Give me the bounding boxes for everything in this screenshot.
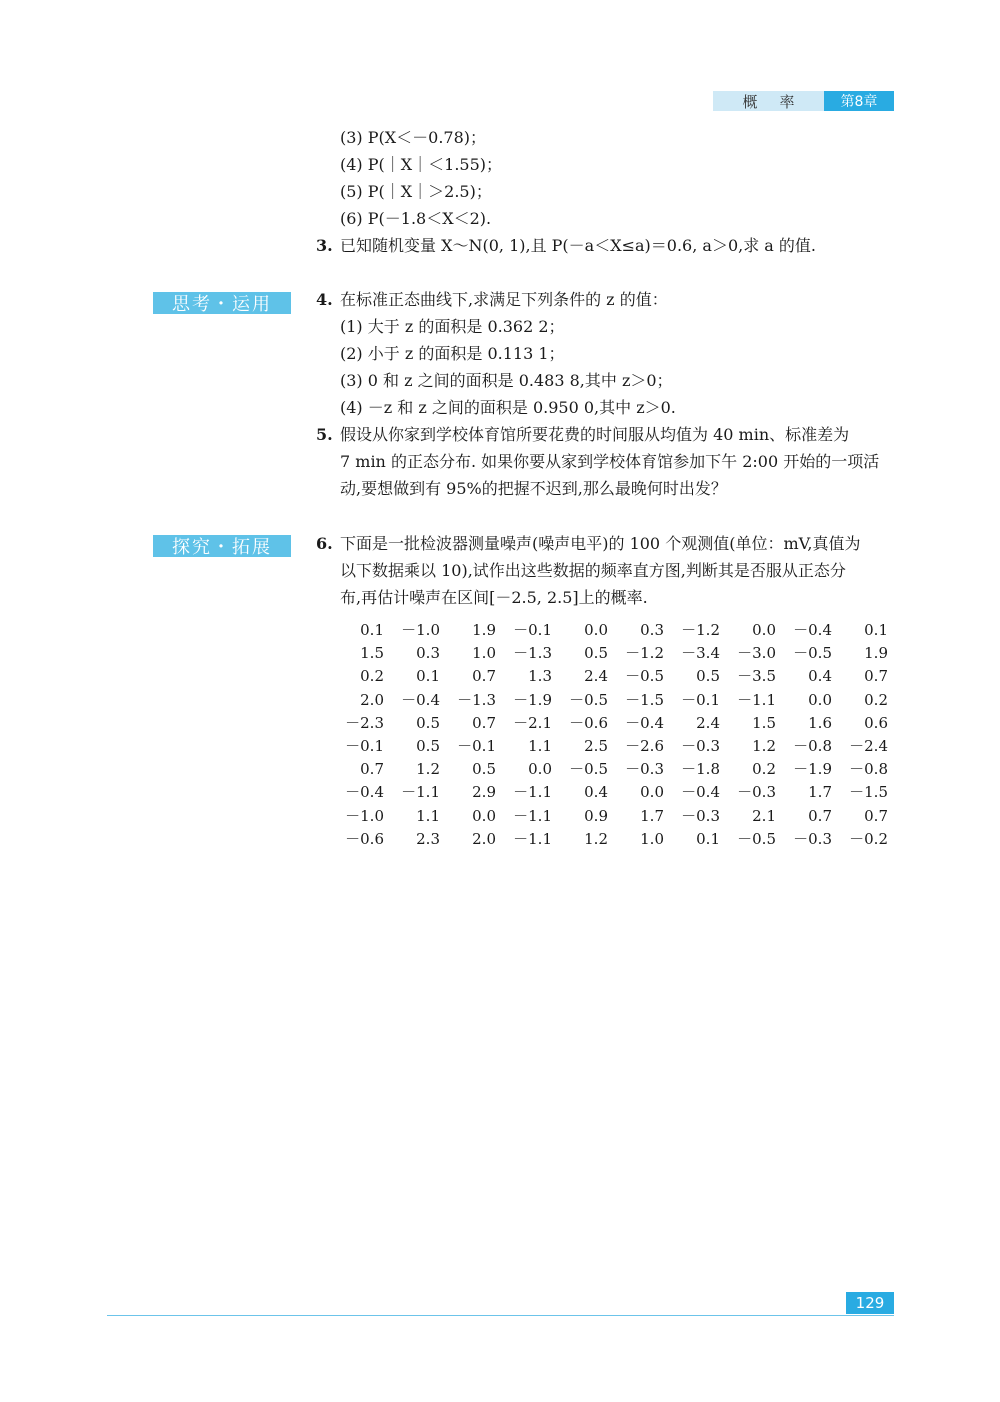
table-cell: －0.5 [569, 690, 608, 709]
table-cell: －1.8 [681, 760, 720, 779]
table-cell: 0.4 [584, 783, 608, 802]
table-cell: 0.3 [640, 621, 664, 639]
table-cell: 0.2 [360, 667, 384, 686]
section-label-think-apply: 思考・运用 [153, 292, 291, 314]
table-cell: 0.7 [864, 806, 888, 825]
table-cell: －0.4 [345, 783, 384, 802]
table-cell: －0.8 [849, 760, 888, 779]
table-cell: 0.7 [808, 806, 832, 825]
table-cell: 1.6 [808, 713, 832, 732]
table-cell: 0.0 [640, 783, 664, 802]
table-cell: 1.1 [416, 806, 440, 825]
table-cell: －0.5 [737, 829, 776, 848]
table-cell: －1.5 [849, 783, 888, 802]
footer-rule [107, 1315, 894, 1316]
table-cell: 0.6 [864, 713, 888, 732]
table-cell: －1.0 [345, 806, 384, 825]
table-cell: 1.1 [528, 737, 552, 755]
table-cell: －3.5 [737, 667, 776, 686]
exercise-3-number: 3. [316, 236, 333, 255]
table-cell: 1.9 [472, 621, 496, 639]
page-number: 129 [846, 1292, 894, 1314]
table-cell: 2.5 [584, 737, 608, 755]
table-cell: －2.6 [625, 737, 664, 755]
table-cell: 2.0 [360, 690, 384, 709]
exercise-6-number: 6. [316, 534, 333, 553]
table-cell: 2.3 [416, 829, 440, 848]
table-cell: 0.7 [472, 713, 496, 732]
table-cell: 0.7 [360, 760, 384, 779]
table-cell: －1.9 [513, 690, 552, 709]
table-cell: 0.3 [416, 644, 440, 663]
table-cell: －0.6 [345, 829, 384, 848]
table-cell: －1.1 [401, 783, 440, 802]
table-cell: 0.5 [416, 713, 440, 732]
table-cell: 1.7 [808, 783, 832, 802]
table-cell: 1.9 [864, 644, 888, 663]
table-cell: 2.1 [752, 806, 776, 825]
exercise-5-line-3: 动,要想做到有 95%的把握不迟到,那么最晚何时出发？ [340, 479, 727, 498]
table-cell: 1.5 [360, 644, 384, 663]
table-cell: 1.0 [640, 829, 664, 848]
table-cell: －0.5 [625, 667, 664, 686]
table-cell: －1.1 [513, 783, 552, 802]
table-cell: 1.3 [528, 667, 552, 686]
table-cell: 0.0 [584, 621, 608, 639]
table-cell: －2.1 [513, 713, 552, 732]
table-cell: －3.0 [737, 644, 776, 663]
table-cell: 2.4 [584, 667, 608, 686]
table-cell: －0.4 [793, 621, 832, 639]
table-cell: 0.9 [584, 806, 608, 825]
table-cell: －1.1 [513, 806, 552, 825]
table-cell: 2.9 [472, 783, 496, 802]
table-cell: －0.4 [681, 783, 720, 802]
table-cell: 0.2 [864, 690, 888, 709]
table-cell: －0.3 [681, 737, 720, 755]
sub-item-4: (4) P(｜X｜＜1.55)； [340, 155, 503, 174]
table-cell: －0.3 [625, 760, 664, 779]
table-cell: －1.1 [513, 829, 552, 848]
section-label-explore-extend: 探究・拓展 [153, 535, 291, 557]
table-cell: 0.0 [808, 690, 832, 709]
table-cell: 1.0 [472, 644, 496, 663]
exercise-4-number: 4. [316, 290, 333, 309]
table-cell: 0.0 [528, 760, 552, 779]
exercise-5-line-2: 7 min 的正态分布. 如果你要从家到学校体育馆参加下午 2:00 开始的一项活 [340, 452, 880, 471]
table-cell: －0.1 [681, 690, 720, 709]
table-cell: －1.3 [457, 690, 496, 709]
table-cell: －1.1 [737, 690, 776, 709]
sub-item-3: (3) P(X＜－0.78)； [340, 128, 487, 147]
exercise-5-line-1: 假设从你家到学校体育馆所要花费的时间服从均值为 40 min、标准差为 [340, 425, 850, 444]
chapter-number: 第8章 [824, 91, 894, 111]
table-cell: 0.1 [864, 621, 888, 639]
chapter-header [713, 91, 894, 111]
table-cell: 0.7 [472, 667, 496, 686]
table-cell: 1.5 [752, 713, 776, 732]
table-cell: －1.3 [513, 644, 552, 663]
table-cell: －0.4 [625, 713, 664, 732]
table-cell: 1.2 [752, 737, 776, 755]
table-cell: －2.4 [849, 737, 888, 755]
exercise-6-line-2: 以下数据乘以 10),试作出这些数据的频率直方图,判断其是否服从正态分 [340, 561, 846, 580]
table-cell: －1.9 [793, 760, 832, 779]
table-cell: 0.0 [472, 806, 496, 825]
table-cell: －1.2 [625, 644, 664, 663]
table-cell: －0.3 [793, 829, 832, 848]
exercise-3-text: 已知随机变量 X～N(0, 1),且 P(－a＜X≤a)＝0.6, a＞0,求 a 的值. [340, 236, 817, 255]
table-cell: －3.4 [681, 644, 720, 663]
chapter-title: 概率 [713, 91, 824, 111]
table-cell: 1.7 [640, 806, 664, 825]
table-cell: －0.8 [793, 737, 832, 755]
table-cell: －0.1 [457, 737, 496, 755]
exercise-5-number: 5. [316, 425, 333, 444]
table-cell: 0.4 [808, 667, 832, 686]
sub-item-6: (6) P(－1.8＜X＜2). [340, 209, 492, 228]
table-cell: －0.1 [513, 621, 552, 639]
exercise-6-line-1: 下面是一批检波器测量噪声(噪声电平)的 100 个观测值(单位：mV,真值为 [340, 534, 861, 553]
table-cell: 0.5 [472, 760, 496, 779]
table-cell: 0.1 [416, 667, 440, 686]
sub-item-5: (5) P(｜X｜＞2.5)； [340, 182, 492, 201]
table-cell: －1.5 [625, 690, 664, 709]
table-cell: 0.5 [584, 644, 608, 663]
table-cell: 0.2 [752, 760, 776, 779]
exercise-4-sub-3: (3) 0 和 z 之间的面积是 0.483 8,其中 z＞0； [340, 371, 673, 390]
table-cell: 0.1 [696, 829, 720, 848]
table-cell: 2.4 [696, 713, 720, 732]
table-cell: －0.3 [737, 783, 776, 802]
table-cell: －2.3 [345, 713, 384, 732]
table-cell: －0.2 [849, 829, 888, 848]
table-cell: －0.6 [569, 713, 608, 732]
table-cell: －0.3 [681, 806, 720, 825]
table-cell: 2.0 [472, 829, 496, 848]
table-cell: 1.2 [584, 829, 608, 848]
table-cell: 1.2 [416, 760, 440, 779]
table-cell: －1.0 [401, 621, 440, 639]
table-cell: 0.5 [416, 737, 440, 755]
table-cell: 0.5 [696, 667, 720, 686]
table-cell: 0.0 [752, 621, 776, 639]
table-cell: －0.4 [401, 690, 440, 709]
exercise-4-sub-1: (1) 大于 z 的面积是 0.362 2； [340, 317, 565, 336]
table-cell: 0.1 [360, 621, 384, 639]
exercise-4-sub-2: (2) 小于 z 的面积是 0.113 1； [340, 344, 565, 363]
table-cell: －0.5 [793, 644, 832, 663]
exercise-6-line-3: 布,再估计噪声在区间[－2.5, 2.5]上的概率. [340, 588, 648, 607]
table-cell: －0.5 [569, 760, 608, 779]
exercise-4-text: 在标准正态曲线下,求满足下列条件的 z 的值： [340, 290, 668, 309]
exercise-4-sub-4: (4) －z 和 z 之间的面积是 0.950 0,其中 z＞0. [340, 398, 676, 417]
table-cell: 0.7 [864, 667, 888, 686]
table-cell: －1.2 [681, 621, 720, 639]
table-cell: －0.1 [345, 737, 384, 755]
